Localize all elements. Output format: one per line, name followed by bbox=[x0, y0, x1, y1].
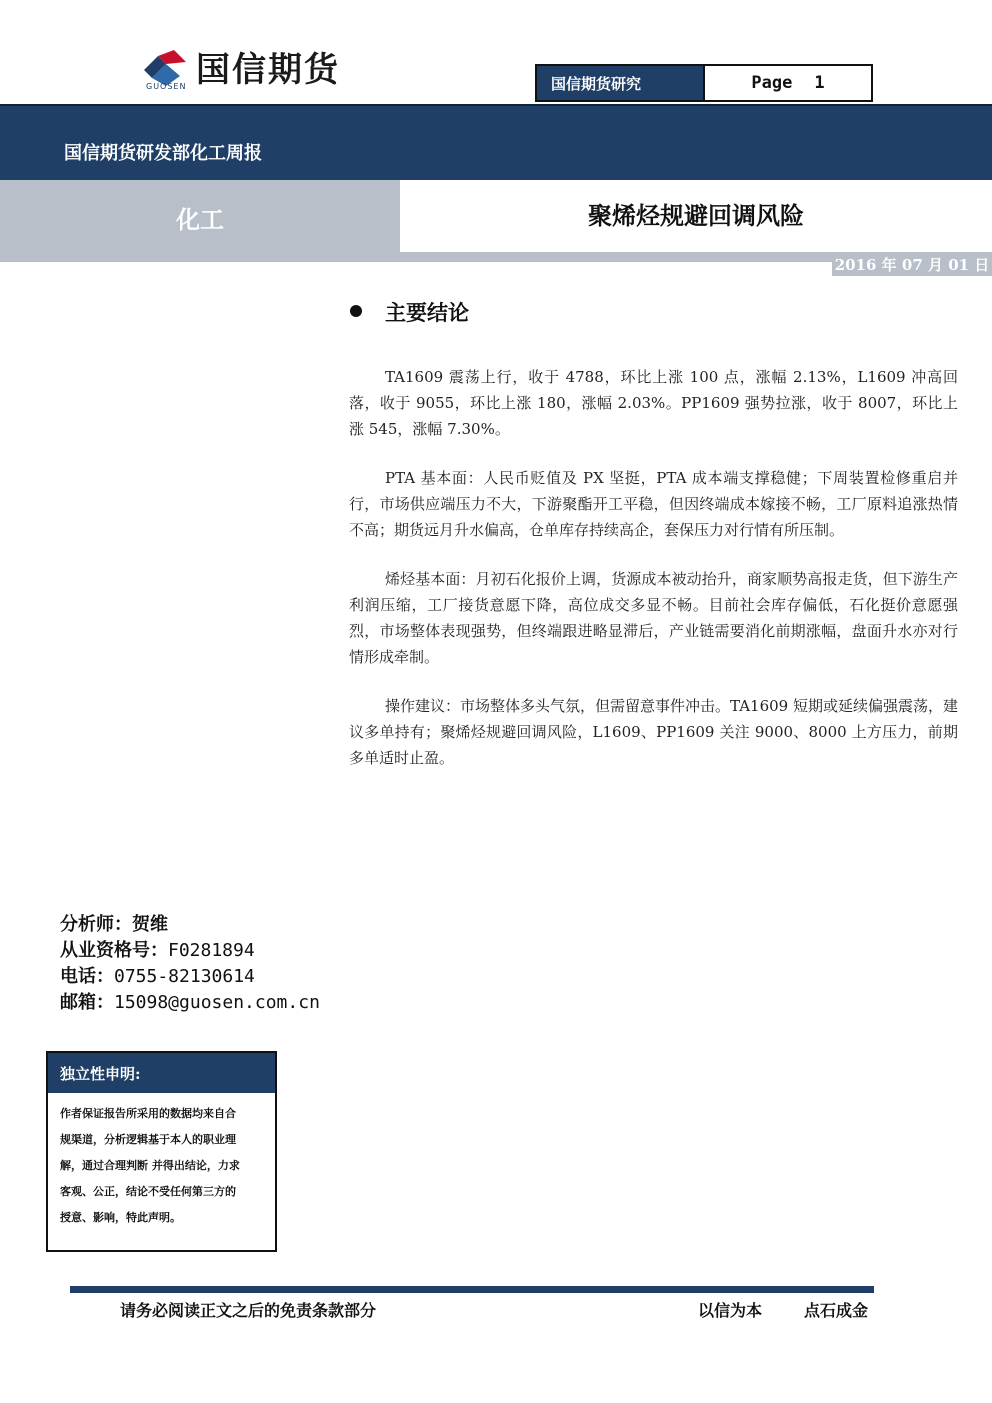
header-box bbox=[535, 64, 873, 102]
analyst-email-row bbox=[60, 990, 320, 1016]
analyst-info bbox=[60, 912, 320, 1016]
logo-name-en: GUOSEN bbox=[146, 82, 187, 91]
independence-statement bbox=[46, 1051, 277, 1252]
footer-slogan-1: 以信为本 bbox=[698, 1301, 763, 1320]
footer-disclaimer-note: 请务必阅读正文之后的免责条款部分 bbox=[120, 1301, 377, 1320]
footer-slogan-2: 点石成金 bbox=[804, 1301, 869, 1320]
paragraph-olefin: 烯烃基本面：月初石化报价上调，货源成本被动抬升，商家顺势高报走货，但下游生产利润压缩，工厂接货意愿下降，高位成交多显不畅。目前社会库存偏低，石化挺价意愿强烈，市场整体表现强势，但终端跟进略显滞后，产业链需要消化前期涨幅，盘面升水亦对行情形成牵制。 bbox=[349, 570, 958, 666]
report-date: 2016 年 07 月 01 日 bbox=[834, 256, 990, 274]
report-series-title: 国信期货研发部化工周报 bbox=[64, 143, 262, 164]
statement-line: 作者保证报告所采用的数据均来自合 bbox=[60, 1107, 236, 1120]
statement-line: 客观、公正，结论不受任何第三方的 bbox=[60, 1185, 236, 1198]
paragraph-summary: TA1609 震荡上行，收于 4788，环比上涨 100 点，涨幅 2.13%，L1609 冲高回落，收于 9055，环比上涨 180，涨幅 2.03%。PP1609 强势拉涨，收于 8007，环比上涨 545，涨幅 7.30%。 bbox=[349, 368, 958, 438]
analyst-email-label: 邮箱： bbox=[60, 992, 114, 1013]
statement-line: 解，通过合理判断 并得出结论，力求 bbox=[60, 1159, 240, 1172]
statement-heading: 独立性申明: bbox=[48, 1053, 275, 1093]
section-heading: 主要结论 bbox=[385, 300, 469, 325]
analyst-email[interactable]: 15098@guosen.com.cn bbox=[114, 992, 320, 1013]
analyst-cert-row bbox=[60, 938, 320, 964]
analyst-cert-label: 从业资格号： bbox=[60, 940, 168, 961]
header-label: 国信期货研究 bbox=[537, 66, 705, 100]
logo-name: 国信期货 bbox=[196, 50, 340, 90]
statement-line: 规渠道，分析逻辑基于本人的职业理 bbox=[60, 1133, 236, 1146]
footer-divider bbox=[70, 1286, 874, 1293]
page-title: 聚烯烃规避回调风险 bbox=[588, 201, 804, 230]
analyst-cert: F0281894 bbox=[168, 940, 255, 961]
paragraph-pta: PTA 基本面：人民币贬值及 PX 坚挺，PTA 成本端支撑稳健；下周装置检修重启并行，市场供应端压力不大，下游聚酯开工平稳，但因终端成本嫁接不畅，工厂原料追涨热情不高；期货远月升水偏高，仓单库存持续高企，套保压力对行情有所压制。 bbox=[349, 469, 958, 539]
page-number: 1 bbox=[814, 73, 825, 93]
paragraph-advice: 操作建议：市场整体多头气氛，但需留意事件冲击。TA1609 短期或延续偏强震荡，建议多单持有；聚烯烃规避回调风险，L1609、PP1609 关注 9000、8000 上方压力，前期多单适时止盈。 bbox=[349, 697, 958, 767]
sector-label: 化工 bbox=[176, 205, 224, 234]
statement-body bbox=[48, 1093, 275, 1239]
analyst-name: 贺维 bbox=[132, 914, 168, 935]
page-indicator bbox=[705, 66, 871, 100]
analyst-name-label: 分析师： bbox=[60, 914, 132, 935]
bullet-icon bbox=[350, 305, 362, 317]
statement-line: 授意、影响，特此声明。 bbox=[60, 1211, 181, 1224]
analyst-name-row bbox=[60, 912, 320, 938]
analyst-phone: 0755-82130614 bbox=[114, 966, 255, 987]
analyst-phone-row bbox=[60, 964, 320, 990]
analyst-phone-label: 电话： bbox=[60, 966, 114, 987]
conclusion-body bbox=[349, 364, 958, 794]
page-label: Page bbox=[751, 73, 793, 93]
